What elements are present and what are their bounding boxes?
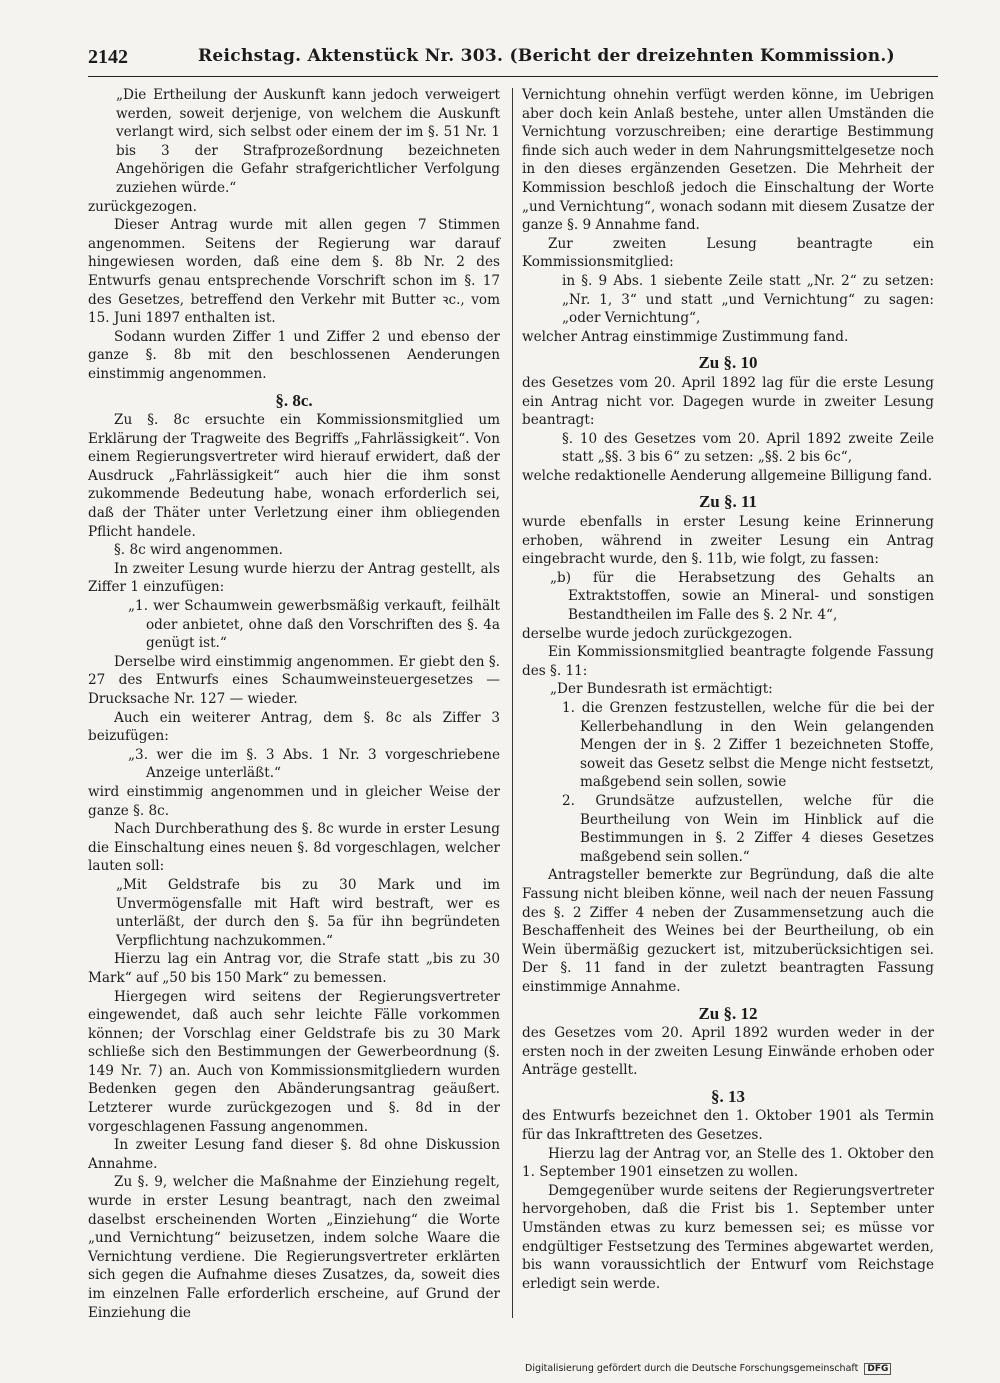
section-heading: Zu §. 10 [698,353,758,373]
paragraph: Auch ein weiterer Antrag, dem §. 8c als Ziffer 3 beizufügen: [88,709,500,745]
quoted-item: „1. wer Schaumwein gewerbsmäßig verkauft, feilhält oder anbietet, ohne daß den Vorschriften des §. 4a genügt ist.“ [128,598,500,652]
quoted-item: „b) für die Herabsetzung des Gehalts an Extraktstoffen, sowie an Mineral- und sonstigen Bestandtheilen im Falle des §. 2 Nr. 4“, [550,569,934,624]
paragraph: Sodann wurden Ziffer 1 und Ziffer 2 und ebenso der ganze §. 8b mit den beschlossenen Aenderungen einstimmig angenommen. [88,328,500,382]
header-rule [88,76,938,77]
running-title: Reichstag. Aktenstück Nr. 303. (Bericht der dreizehnten Kommission.) [198,46,895,66]
footer-text: Digitalisierung gefördert durch die Deutsche Forschungsgemeinschaft [525,1363,859,1374]
dfg-logo: DFG [864,1363,891,1375]
paragraph: Zu §. 8c ersuchte ein Kommissionsmitglied um Erklärung der Tragweite des Begriffs „Fahrlässigkeit“. Von einem Regierungsvertreter wird hierauf erwidert, daß der Ausdruck „Fahrlässigkeit“ auch hier die ihm sonst zukommende Bedeutung habe, wonach erforderlich sei, daß der Thäter unter Verletzung einer ihm obliegenden Pflicht handele. [88,412,500,540]
paragraph: Zur zweiten Lesung beantragte ein Kommissionsmitglied: [522,235,934,271]
paragraph: des Gesetzes vom 20. April 1892 wurden weder in der ersten noch in der zweiten Lesung Einwände erhoben oder Anträge gestellt. [522,1025,934,1079]
quoted-item: „3. wer die im §. 3 Abs. 1 Nr. 3 vorgeschriebene Anzeige unterläßt.“ [128,746,500,782]
paragraph: In zweiter Lesung fand dieser §. 8d ohne Diskussion Annahme. [88,1137,500,1172]
page-number: 2142 [88,46,128,68]
paragraph: zurückgezogen. [88,198,197,215]
paragraph: Nach Durchberathung des §. 8c wurde in erster Lesung die Einschaltung eines neuen §. 8d vorgeschlagen, welcher lauten soll: [88,821,500,875]
paragraph: des Gesetzes vom 20. April 1892 lag für die erste Lesung ein Antrag nicht vor. Dagegen wurde in zweiter Lesung beantragt: [522,374,934,429]
paragraph: Dieser Antrag wurde mit allen gegen 7 Stimmen angenommen. Seitens der Regierung war darauf hingewiesen worden, daß eine dem §. 8b Nr. 2 des Entwurfs genau entsprechende Vorschrift schon im §. 17 des Gesetzes, betreffend den Verkehr mit Butter ꝛc., vom 15. Juni 1897 enthalten ist. [88,217,500,327]
paragraph: §. 8c wird angenommen. [114,542,283,559]
paragraph: In zweiter Lesung wurde hierzu der Antrag gestellt, als Ziffer 1 einzufügen: [88,560,500,596]
paragraph: derselbe wurde jedoch zurückgezogen. [522,625,793,642]
paragraph: des Entwurfs bezeichnet den 1. Oktober 1901 als Termin für das Inkrafttreten des Gesetzes. [522,1108,934,1144]
paragraph: Hierzu lag der Antrag vor, an Stelle des 1. Oktober den 1. September 1901 einsetzen zu wollen. [522,1145,934,1181]
paragraph: Hiergegen wird seitens der Regierungsvertreter eingewendet, daß auch sehr leichte Fälle vorkommen können; der Vorschlag einer Geldstrafe bis zu 30 Mark schließe sich den Bestimmungen der Gewerbeordnung (§. 149 Nr. 7) an. Auch von Kommissionsmitgliedern wurden Bedenken gegen den Abänderungsantrag geäußert. Letzterer wurde zurückgezogen und §. 8d in der vorgeschlagenen Fassung angenommen. [88,988,500,1135]
quoted-paragraph: „Mit Geldstrafe bis zu 30 Mark und im Unvermögensfalle mit Haft wird bestraft, wer es unterläßt, der durch den §. 5a für ihn begründeten Verpflichtung nachzukommen.“ [116,876,500,949]
left-column [88,86,500,1322]
list-item: 2. Grundsätze aufzustellen, welche für die Beurtheilung von Wein im Hinblick auf die Bestimmungen in §. 2 Ziffer 4 dieses Gesetzes maßgebend sein sollen.“ [562,792,934,865]
paragraph: Hierzu lag ein Antrag vor, die Strafe statt „bis zu 30 Mark“ auf „50 bis 150 Mark“ zu bemessen. [88,951,500,986]
digitization-footer [525,1363,985,1375]
list-item: 1. die Grenzen festzustellen, welche für die bei der Kellerbehandlung in den Wein gelangenden Mengen der in §. 2 Ziffer 1 bezeichneten Stoffe, soweit das Gesetz selbst die Menge nicht festsetzt, maßgebend sein sollen, sowie [562,700,934,791]
quoted-paragraph: §. 10 des Gesetzes vom 20. April 1892 zweite Zeile statt „§§. 3 bis 6“ zu setzen: „§§. 2 bis 6c“, [562,430,934,466]
section-heading: §. 8c. [275,390,313,410]
paragraph: Vernichtung ohnehin verfügt werden könne, im Uebrigen aber doch kein Anlaß bestehe, unter allen Umständen die Vernichtung vorzuschreiben; eine derartige Bestimmung finde sich auch weder in dem Nahrungsmittelgesetze noch in den dieses ergänzenden Gesetzen. Die Mehrheit der Kommission beschloß jedoch die Einschaltung der Worte „und Vernichtung“, wonach sodann mit diesem Zusatze der ganze §. 9 Annahme fand. [522,87,934,234]
paragraph: wurde ebenfalls in erster Lesung keine Erinnerung erhoben, während in zweiter Lesung ein Antrag eingebracht wurde, den §. 11b, wie folgt, zu fassen: [522,514,934,568]
section-heading: Zu §. 11 [698,492,758,512]
quoted-paragraph: in §. 9 Abs. 1 siebente Zeile statt „Nr. 2“ zu setzen: „Nr. 1, 3“ und statt „und Vernichtung“ zu sagen: „oder Vernichtung“, [562,272,934,327]
paragraph: welcher Antrag einstimmige Zustimmung fand. [522,328,849,345]
right-column [522,86,934,1293]
paragraph: Antragsteller bemerkte zur Begründung, daß die alte Fassung nicht bleiben könne, weil nach der neuen Fassung des §. 2 Ziffer 4 neben der Zusammensetzung auch die Beschaffenheit des Weines bei der Beurtheilung, ob ein Wein übermäßig gezuckert ist, mitzuberücksichtigen sei. Der §. 11 fand in der zuletzt beantragten Fassung einstimmige Annahme. [522,867,934,995]
paragraph: Ein Kommissionsmitglied beantragte folgende Fassung des §. 11: [522,644,934,679]
quoted-paragraph: „Die Ertheilung der Auskunft kann jedoch verweigert werden, soweit derjenige, von welchem die Auskunft verlangt wird, sich selbst oder einem der im §. 51 Nr. 1 bis 3 der Strafprozeßordnung bezeichneten Angehörigen die Gefahr strafgerichtlicher Verfolgung zuziehen würde.“ [116,87,500,196]
quoted-paragraph: „Der Bundesrath ist ermächtigt: [550,681,773,698]
section-heading: §. 13 [711,1086,745,1106]
paragraph: wird einstimmig angenommen und in gleicher Weise der ganze §. 8c. [88,783,500,819]
paragraph: Zu §. 9, welcher die Maßnahme der Einziehung regelt, wurde in erster Lesung beantragt, nach den zweimal daselbst erscheinenden Worten „Einziehung“ die Worte „und Vernichtung“ beizusetzen, indem solche Waare die Vernichtung verdiene. Die Regierungsvertreter erklärten sich gegen die Aufnahme dieses Zusatzes, da, soweit dies im einzelnen Falle erforderlich erscheine, auf Grund der Einziehung die [88,1174,500,1321]
paragraph: Demgegenüber wurde seitens der Regierungsvertreter hervorgehoben, daß die Frist bis 1. September unter Umständen etwas zu kurz bemessen sei; es müsse vor endgültiger Festsetzung des Termines abgewartet werden, bis wann voraussichtlich der Entwurf vom Reichstage erledigt sein werde. [522,1182,934,1292]
paragraph: welche redaktionelle Aenderung allgemeine Billigung fand. [522,467,933,484]
section-heading: Zu §. 12 [698,1003,758,1023]
page-header [88,46,938,72]
column-divider [512,88,513,1318]
paragraph: Derselbe wird einstimmig angenommen. Er giebt den §. 27 des Entwurfs eines Schaumweinsteuergesetzes — Drucksache Nr. 127 — wieder. [88,653,500,707]
